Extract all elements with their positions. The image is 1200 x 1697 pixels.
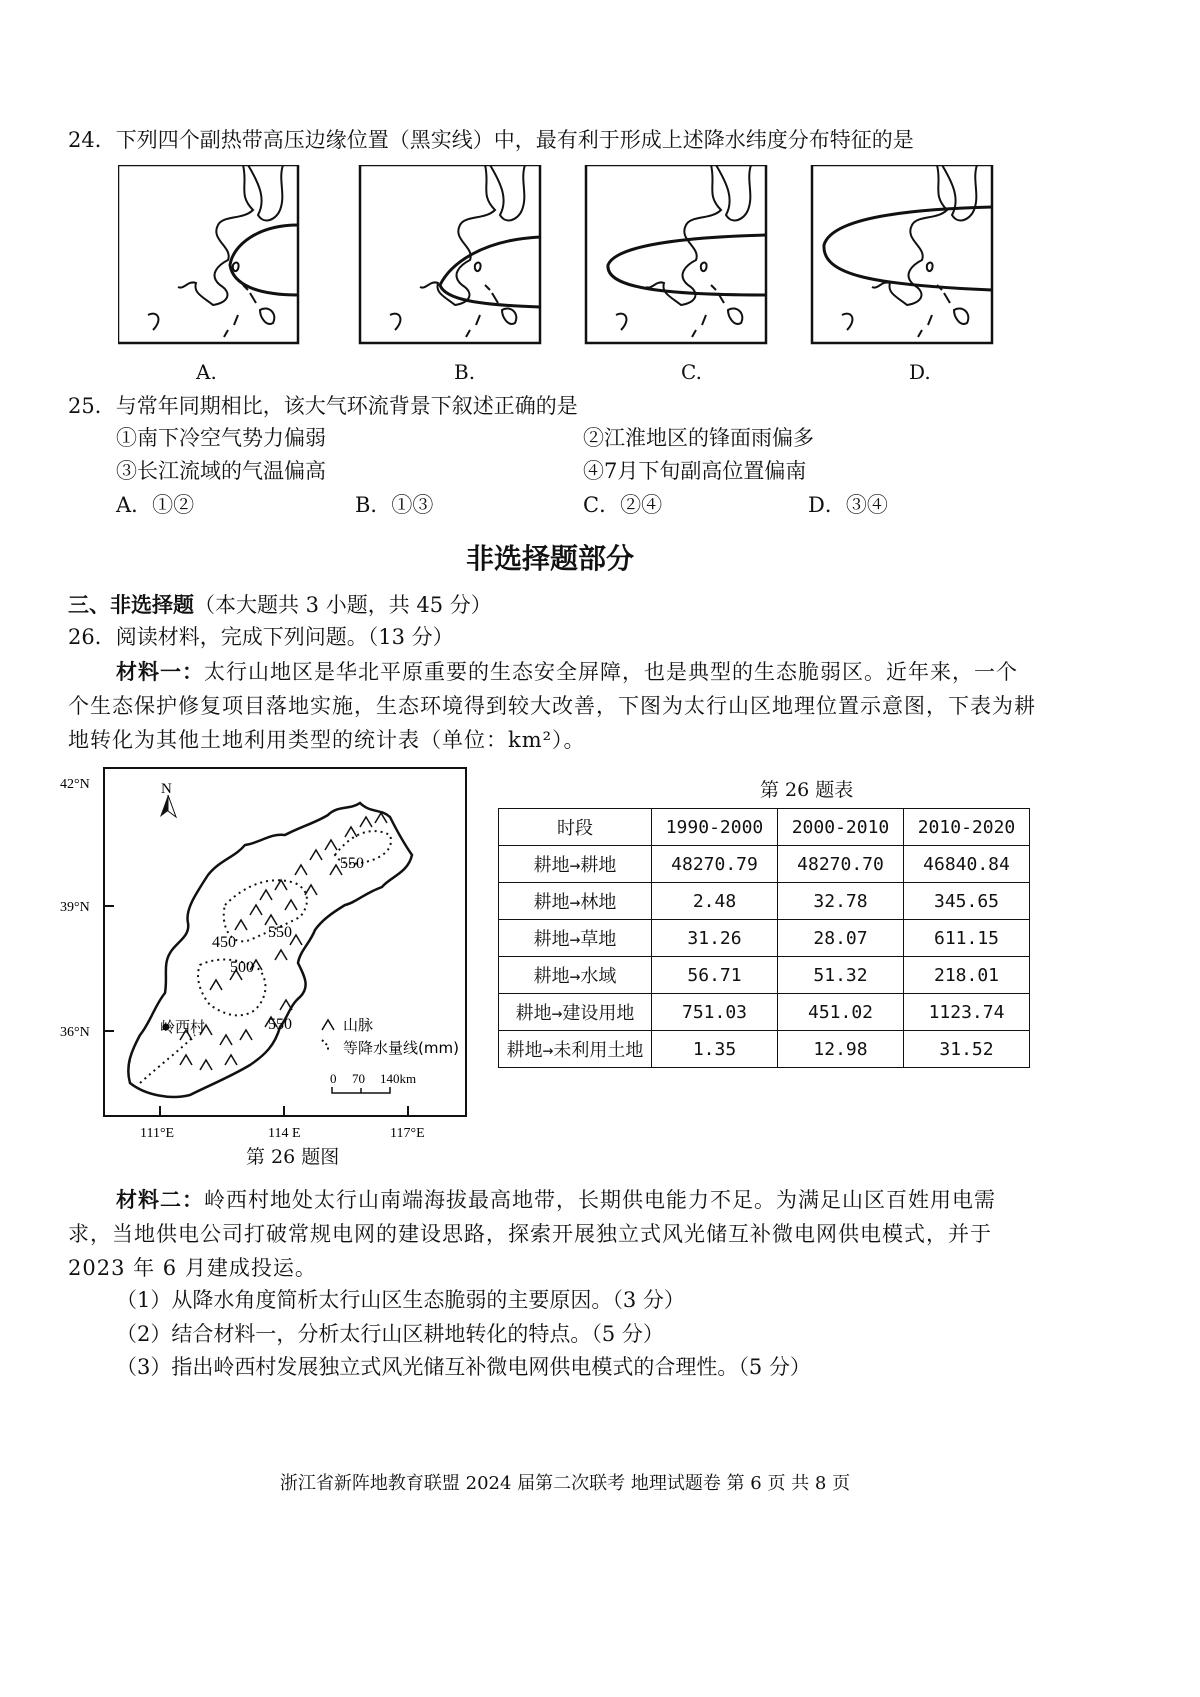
- table26-header: 2010-2020: [904, 809, 1030, 846]
- q26-material-1-label: 材料一：: [116, 659, 204, 684]
- q25-item-2: ②江淮地区的锋面雨偏多: [583, 426, 814, 450]
- table26: [498, 808, 1030, 1068]
- table-cell: 耕地→林地: [499, 883, 652, 920]
- table-cell: 51.32: [778, 957, 904, 994]
- lat-label-39: 39°N: [60, 900, 90, 915]
- table-cell: 32.78: [778, 883, 904, 920]
- contour-label-450: 450: [212, 934, 236, 951]
- q26-material-2-label: 材料二：: [116, 1187, 204, 1212]
- part3-heading: 三、非选择题: [68, 592, 194, 617]
- table-cell: 56.71: [652, 957, 778, 994]
- table-cell: 耕地→未利用土地: [499, 1031, 652, 1068]
- page-footer: 浙江省新阵地教育联盟 2024 届第二次联考 地理试题卷 第 6 页 共 8 页: [279, 1473, 851, 1494]
- table26-header: 2000-2010: [778, 809, 904, 846]
- table-cell: 1.35: [652, 1031, 778, 1068]
- q24-map-c: [586, 165, 766, 343]
- table-row: [499, 883, 1030, 920]
- map26-caption: 第 26 题图: [246, 1146, 340, 1168]
- table-row: [499, 994, 1030, 1031]
- table-cell: 28.07: [778, 920, 904, 957]
- q24-option-d: D.: [909, 360, 931, 384]
- table-cell: 耕地→耕地: [499, 846, 652, 883]
- part3-note: （本大题共 3 小题，共 45 分）: [194, 593, 492, 617]
- table26-header: 时段: [499, 809, 652, 846]
- lat-label-42: 42°N: [60, 777, 90, 792]
- scale-140: 140km: [380, 1071, 417, 1086]
- q25-item-4: ④7月下旬副高位置偏南: [583, 459, 807, 483]
- scale-70: 70: [352, 1071, 365, 1086]
- table-cell: 耕地→建设用地: [499, 994, 652, 1031]
- q24-option-a: A.: [196, 360, 217, 384]
- contour-label-550-center: 550: [268, 924, 292, 941]
- q26-sub-2: （2）结合材料一，分析太行山区耕地转化的特点。（5 分）: [116, 1322, 664, 1346]
- table-cell: 751.03: [652, 994, 778, 1031]
- village-label: 岭西村: [160, 1018, 206, 1036]
- table26-header: 1990-2000: [652, 809, 778, 846]
- contour-label-550-south: 550: [268, 1016, 292, 1033]
- table-row: [499, 957, 1030, 994]
- q25-item-3: ③长江流域的气温偏高: [116, 459, 326, 483]
- table-cell: 31.26: [652, 920, 778, 957]
- table-row: [499, 1031, 1030, 1068]
- q26-sub-1: （1）从降水角度简析太行山区生态脆弱的主要原因。（3 分）: [116, 1288, 685, 1312]
- q24-option-c: C.: [681, 360, 702, 384]
- table-cell: 31.52: [904, 1031, 1030, 1068]
- q24-map-b: [360, 165, 540, 343]
- part3-line: [68, 591, 492, 619]
- q24-map-a: [118, 165, 298, 343]
- q26-material-1: [68, 655, 1038, 757]
- north-label: N: [161, 781, 172, 797]
- table26-header-row: [499, 809, 1030, 846]
- table-cell: 1123.74: [904, 994, 1030, 1031]
- contour-label-550-north: 550: [340, 855, 364, 872]
- lon-label-117: 117°E: [390, 1126, 425, 1141]
- table-cell: 12.98: [778, 1031, 904, 1068]
- table-cell: 48270.79: [652, 846, 778, 883]
- q24-stem: 24．下列四个副热带高压边缘位置（黑实线）中，最有利于形成上述降水纬度分布特征的是: [68, 128, 914, 152]
- q26-stem: 26．阅读材料，完成下列问题。（13 分）: [68, 625, 454, 649]
- table-row: [499, 920, 1030, 957]
- q24-map-d: [812, 165, 992, 343]
- map26: [60, 765, 480, 1175]
- q26-material-2-text: 岭西村地处太行山南端海拔最高地带，长期供电能力不足。为满足山区百姓用电需求，当地供电公司打破常规电网的建设思路，探索开展独立式风光储互补微电网供电模式，并于 2023 年 6 月建成投运。: [68, 1188, 996, 1280]
- q26-sub-3: （3）指出岭西村发展独立式风光储互补微电网供电模式的合理性。（5 分）: [116, 1355, 811, 1379]
- q26-material-2: [68, 1183, 1038, 1285]
- lon-label-114: 114 E: [268, 1126, 301, 1141]
- table-cell: 46840.84: [904, 846, 1030, 883]
- q25-choice-a: A．①②: [116, 493, 195, 517]
- q25-choice-d: D．③④: [808, 493, 888, 517]
- table-cell: 345.65: [904, 883, 1030, 920]
- lon-label-111: 111°E: [140, 1126, 175, 1141]
- table-cell: 耕地→水域: [499, 957, 652, 994]
- scale-0: 0: [330, 1071, 337, 1086]
- q26-material-1-text: 太行山地区是华北平原重要的生态安全屏障，也是典型的生态脆弱区。近年来，一个个生态保护修复项目落地实施，生态环境得到较大改善，下图为太行山区地理位置示意图，下表为耕地转化为其他土地利用类型的统计表（单位：km²）。: [68, 660, 1036, 752]
- q25-stem: 25．与常年同期相比，该大气环流背景下叙述正确的是: [68, 394, 578, 418]
- table-cell: 48270.70: [778, 846, 904, 883]
- table-cell: 2.48: [652, 883, 778, 920]
- table-cell: 218.01: [904, 957, 1030, 994]
- q24-map-group: [118, 165, 1003, 345]
- table-row: [499, 846, 1030, 883]
- table-cell: 451.02: [778, 994, 904, 1031]
- legend-mountain: 山脉: [343, 1016, 374, 1034]
- lat-label-36: 36°N: [60, 1025, 90, 1040]
- table26-caption: 第 26 题表: [760, 779, 854, 801]
- section-title: 非选择题部分: [465, 542, 634, 575]
- q25-choice-b: B．①③: [355, 493, 434, 517]
- legend-isohyet: 等降水量线(mm): [343, 1039, 459, 1057]
- contour-label-500: 500: [230, 959, 254, 976]
- q24-option-b: B.: [454, 360, 476, 384]
- q25-choice-c: C．②④: [583, 493, 663, 517]
- q25-item-1: ①南下冷空气势力偏弱: [116, 426, 326, 450]
- table-cell: 611.15: [904, 920, 1030, 957]
- table-cell: 耕地→草地: [499, 920, 652, 957]
